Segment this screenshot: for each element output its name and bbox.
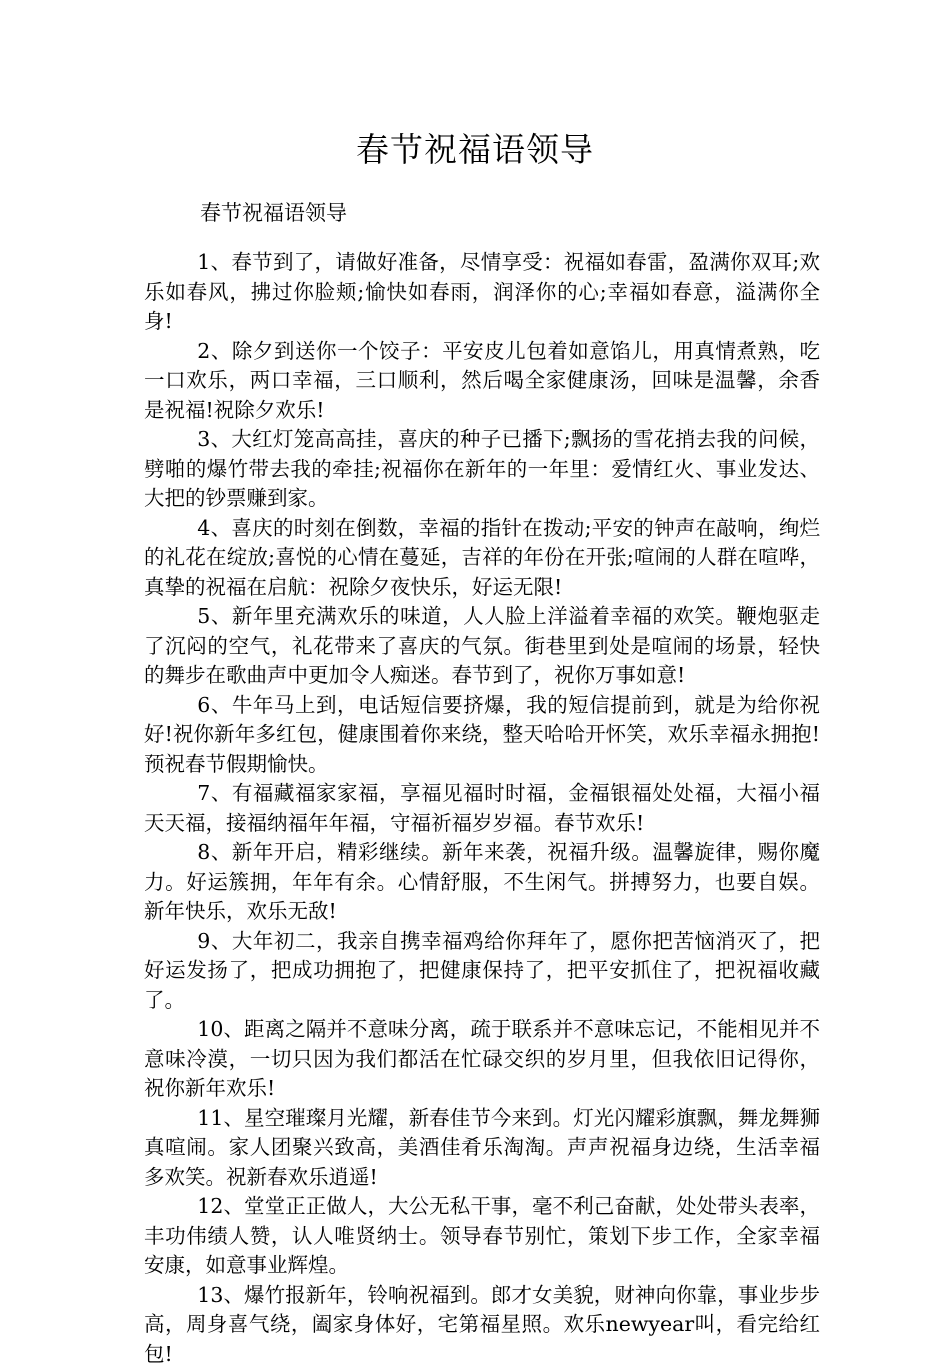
paragraph-3: 3、大红灯笼高高挂，喜庆的种子已播下;飘扬的雪花捎去我的问候，劈啪的爆竹带去我的牵挂;祝福你在新年的一年里：爱情红火、事业发达、大把的钞票赚到家。 bbox=[144, 425, 820, 514]
paragraph-12: 12、堂堂正正做人，大公无私干事，毫不利己奋献，处处带头表率，丰功伟绩人赞，认人唯贤纳士。领导春节别忙，策划下步工作，全家幸福安康，如意事业辉煌。 bbox=[144, 1192, 820, 1281]
page-title: 春节祝福语领导 bbox=[0, 128, 950, 172]
paragraph-5: 5、新年里充满欢乐的味道，人人脸上洋溢着幸福的欢笑。鞭炮驱走了沉闷的空气，礼花带来了喜庆的气氛。街巷里到处是喧闹的场景，轻快的舞步在歌曲声中更加令人痴迷。春节到了，祝你万事如意! bbox=[144, 602, 820, 691]
paragraph-1: 1、春节到了，请做好准备，尽情享受：祝福如春雷，盈满你双耳;欢乐如春风，拂过你脸颊;愉快如春雨，润泽你的心;幸福如春意，溢满你全身! bbox=[144, 248, 820, 337]
paragraph-9: 9、大年初二，我亲自携幸福鸡给你拜年了，愿你把苦恼消灭了，把好运发扬了，把成功拥抱了，把健康保持了，把平安抓住了，把祝福收藏了。 bbox=[144, 927, 820, 1016]
paragraph-13: 13、爆竹报新年，铃响祝福到。郎才女美貌，财神向你靠，事业步步高，周身喜气绕，阖家身体好，宅第福星照。欢乐newyear叫，看完给红包! bbox=[144, 1281, 820, 1369]
document-body bbox=[144, 248, 820, 1369]
paragraph-8: 8、新年开启，精彩继续。新年来袭，祝福升级。温馨旋律，赐你魔力。好运簇拥，年年有余。心情舒服，不生闲气。拼搏努力，也要自娱。新年快乐，欢乐无敌! bbox=[144, 838, 820, 927]
paragraph-6: 6、牛年马上到，电话短信要挤爆，我的短信提前到，就是为给你祝好!祝你新年多红包，健康围着你来绕，整天哈哈开怀笑，欢乐幸福永拥抱!预祝春节假期愉快。 bbox=[144, 691, 820, 780]
paragraph-4: 4、喜庆的时刻在倒数，幸福的指针在拨动;平安的钟声在敲响，绚烂的礼花在绽放;喜悦的心情在蔓延，吉祥的年份在开张;喧闹的人群在喧哗，真挚的祝福在启航：祝除夕夜快乐，好运无限! bbox=[144, 514, 820, 603]
paragraph-11: 11、星空璀璨月光耀，新春佳节今来到。灯光闪耀彩旗飘，舞龙舞狮真喧闹。家人团聚兴致高，美酒佳肴乐淘淘。声声祝福身边绕，生活幸福多欢笑。祝新春欢乐逍遥! bbox=[144, 1104, 820, 1193]
document-subtitle: 春节祝福语领导 bbox=[200, 198, 347, 228]
paragraph-2: 2、除夕到送你一个饺子：平安皮儿包着如意馅儿，用真情煮熟，吃一口欢乐，两口幸福，三口顺利，然后喝全家健康汤，回味是温馨，余香是祝福!祝除夕欢乐! bbox=[144, 337, 820, 426]
paragraph-10: 10、距离之隔并不意味分离，疏于联系并不意味忘记，不能相见并不意味冷漠，一切只因为我们都活在忙碌交织的岁月里，但我依旧记得你，祝你新年欢乐! bbox=[144, 1015, 820, 1104]
paragraph-7: 7、有福藏福家家福，享福见福时时福，金福银福处处福，大福小福天天福，接福纳福年年福，守福祈福岁岁福。春节欢乐! bbox=[144, 779, 820, 838]
